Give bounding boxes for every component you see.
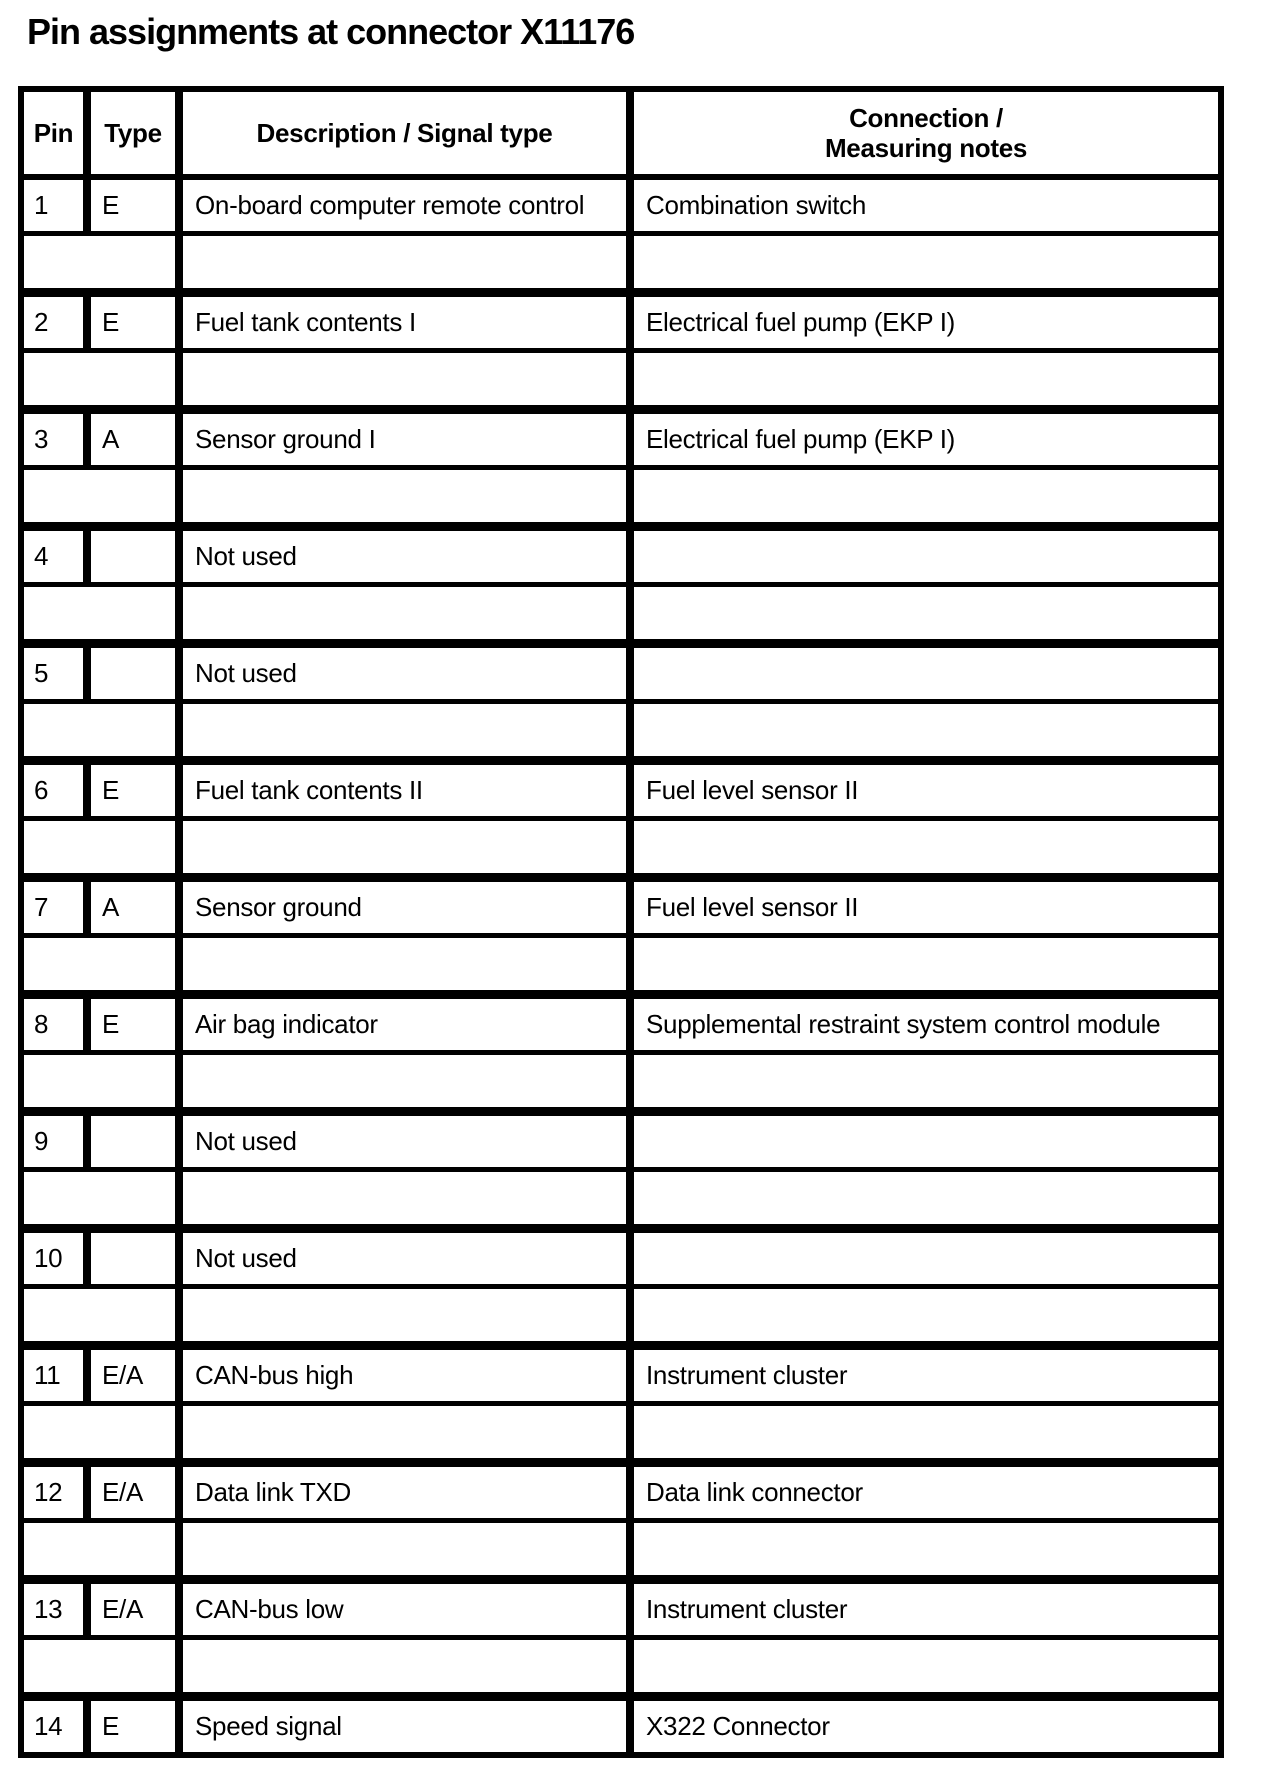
pin-cell: 12 xyxy=(24,1467,91,1518)
spacer-connection-cell xyxy=(634,1172,1218,1224)
connection-cell: Fuel level sensor II xyxy=(646,775,859,805)
pin-cell: 4 xyxy=(24,531,91,582)
header-type: Type xyxy=(91,92,183,174)
type-cell: E xyxy=(91,297,183,348)
spacer-connection-cell xyxy=(634,1640,1218,1692)
table-row xyxy=(24,765,1218,821)
connection-cell: Electrical fuel pump (EKP I) xyxy=(646,424,956,454)
spacer-description-cell xyxy=(183,821,634,873)
pin-cell: 13 xyxy=(24,1584,91,1635)
spacer-description-cell xyxy=(183,470,634,522)
spacer-description-cell xyxy=(183,704,634,756)
table-row xyxy=(24,1467,1218,1523)
spacer-row xyxy=(24,938,1218,990)
type-cell: E xyxy=(91,765,183,816)
pin-group-1 xyxy=(24,180,1218,297)
spacer-description-cell xyxy=(183,938,634,990)
description-cell: On-board computer remote control xyxy=(183,180,634,231)
table-row xyxy=(24,297,1218,353)
header-connection xyxy=(634,92,1218,174)
pin-cell: 6 xyxy=(24,765,91,816)
type-cell: E xyxy=(91,1701,183,1752)
description-cell: Not used xyxy=(183,1233,634,1284)
spacer-row xyxy=(24,1289,1218,1341)
spacer-connection-cell xyxy=(634,1055,1218,1107)
connection-cell: Instrument cluster xyxy=(646,1594,848,1624)
spacer-row xyxy=(24,1640,1218,1692)
spacer-pintype-cell xyxy=(24,1406,183,1458)
spacer-pintype-cell xyxy=(24,704,183,756)
pin-group-13 xyxy=(24,1584,1218,1701)
type-cell: E/A xyxy=(91,1584,183,1635)
spacer-pintype-cell xyxy=(24,353,183,405)
table-row xyxy=(24,999,1218,1055)
type-cell: A xyxy=(91,414,183,465)
spacer-row xyxy=(24,1055,1218,1107)
header-connection-line1: Connection / xyxy=(849,103,1003,133)
pin-cell: 1 xyxy=(24,180,91,231)
description-cell: CAN-bus low xyxy=(183,1584,634,1635)
spacer-row xyxy=(24,587,1218,639)
description-cell: Not used xyxy=(183,531,634,582)
pin-cell: 5 xyxy=(24,648,91,699)
connection-cell xyxy=(634,531,1218,582)
type-cell: E/A xyxy=(91,1350,183,1401)
table-row xyxy=(24,1350,1218,1406)
pin-group-14 xyxy=(24,1701,1218,1752)
connection-cell: Data link connector xyxy=(646,1477,863,1507)
connection-cell: Electrical fuel pump (EKP I) xyxy=(646,307,956,337)
description-cell: Data link TXD xyxy=(183,1467,634,1518)
table-row xyxy=(24,1233,1218,1289)
table-row xyxy=(24,531,1218,587)
description-cell: Not used xyxy=(183,648,634,699)
spacer-description-cell xyxy=(183,587,634,639)
spacer-description-cell xyxy=(183,1406,634,1458)
table-row xyxy=(24,414,1218,470)
spacer-connection-cell xyxy=(634,1289,1218,1341)
spacer-description-cell xyxy=(183,1289,634,1341)
pin-cell: 3 xyxy=(24,414,91,465)
spacer-connection-cell xyxy=(634,470,1218,522)
connection-cell: Instrument cluster xyxy=(646,1360,848,1390)
description-cell: Speed signal xyxy=(183,1701,634,1752)
spacer-description-cell xyxy=(183,1172,634,1224)
spacer-pintype-cell xyxy=(24,1289,183,1341)
spacer-row xyxy=(24,470,1218,522)
table-header-row xyxy=(24,92,1218,180)
pin-group-11 xyxy=(24,1350,1218,1467)
description-cell: Sensor ground xyxy=(183,882,634,933)
pin-cell: 8 xyxy=(24,999,91,1050)
spacer-description-cell xyxy=(183,1055,634,1107)
type-cell: E xyxy=(91,180,183,231)
pin-cell: 10 xyxy=(24,1233,91,1284)
spacer-connection-cell xyxy=(634,587,1218,639)
type-cell: A xyxy=(91,882,183,933)
spacer-row xyxy=(24,1406,1218,1458)
table-row xyxy=(24,1701,1218,1752)
description-cell: Fuel tank contents II xyxy=(183,765,634,816)
spacer-connection-cell xyxy=(634,704,1218,756)
spacer-connection-cell xyxy=(634,1523,1218,1575)
pin-group-10 xyxy=(24,1233,1218,1350)
table-row xyxy=(24,648,1218,704)
spacer-pintype-cell xyxy=(24,1172,183,1224)
type-cell xyxy=(91,648,183,699)
spacer-row xyxy=(24,353,1218,405)
pin-assignment-table xyxy=(18,86,1224,1758)
spacer-pintype-cell xyxy=(24,1523,183,1575)
connection-cell: Combination switch xyxy=(646,190,867,220)
pin-group-7 xyxy=(24,882,1218,999)
spacer-pintype-cell xyxy=(24,821,183,873)
table-row xyxy=(24,180,1218,236)
spacer-description-cell xyxy=(183,1523,634,1575)
connection-cell: Fuel level sensor II xyxy=(646,892,859,922)
spacer-connection-cell xyxy=(634,1406,1218,1458)
description-cell: CAN-bus high xyxy=(183,1350,634,1401)
description-cell: Not used xyxy=(183,1116,634,1167)
connection-cell xyxy=(634,648,1218,699)
spacer-row xyxy=(24,1172,1218,1224)
description-cell: Air bag indicator xyxy=(183,999,634,1050)
pin-cell: 9 xyxy=(24,1116,91,1167)
spacer-connection-cell xyxy=(634,353,1218,405)
connection-cell: X322 Connector xyxy=(646,1711,830,1741)
spacer-pintype-cell xyxy=(24,1055,183,1107)
spacer-description-cell xyxy=(183,353,634,405)
spacer-row xyxy=(24,236,1218,288)
spacer-description-cell xyxy=(183,1640,634,1692)
pin-group-2 xyxy=(24,297,1218,414)
spacer-pintype-cell xyxy=(24,938,183,990)
type-cell xyxy=(91,1233,183,1284)
table-row xyxy=(24,1584,1218,1640)
table-row xyxy=(24,1116,1218,1172)
spacer-pintype-cell xyxy=(24,587,183,639)
header-description: Description / Signal type xyxy=(183,92,634,174)
pin-cell: 2 xyxy=(24,297,91,348)
spacer-connection-cell xyxy=(634,938,1218,990)
description-cell: Sensor ground I xyxy=(183,414,634,465)
type-cell: E xyxy=(91,999,183,1050)
type-cell xyxy=(91,531,183,582)
spacer-connection-cell xyxy=(634,821,1218,873)
spacer-pintype-cell xyxy=(24,1640,183,1692)
pin-cell: 14 xyxy=(24,1701,91,1752)
header-pin: Pin xyxy=(24,92,91,174)
spacer-description-cell xyxy=(183,236,634,288)
spacer-pintype-cell xyxy=(24,470,183,522)
type-cell: E/A xyxy=(91,1467,183,1518)
page-title: Pin assignments at connector X11176 xyxy=(27,11,635,52)
description-cell: Fuel tank contents I xyxy=(183,297,634,348)
pin-group-4 xyxy=(24,531,1218,648)
pin-group-12 xyxy=(24,1467,1218,1584)
type-cell xyxy=(91,1116,183,1167)
table-row xyxy=(24,882,1218,938)
pin-cell: 7 xyxy=(24,882,91,933)
pin-group-8 xyxy=(24,999,1218,1116)
spacer-row xyxy=(24,704,1218,756)
header-connection-line2: Measuring notes xyxy=(824,133,1028,163)
spacer-connection-cell xyxy=(634,236,1218,288)
pin-group-3 xyxy=(24,414,1218,531)
header-connection-lines xyxy=(825,103,1027,163)
connection-cell xyxy=(634,1233,1218,1284)
spacer-row xyxy=(24,821,1218,873)
pin-cell: 11 xyxy=(24,1350,91,1401)
pin-group-5 xyxy=(24,648,1218,765)
pin-group-9 xyxy=(24,1116,1218,1233)
pin-group-6 xyxy=(24,765,1218,882)
spacer-pintype-cell xyxy=(24,236,183,288)
connection-cell xyxy=(634,1116,1218,1167)
connection-cell: Supplemental restraint system control module xyxy=(646,1009,1161,1039)
spacer-row xyxy=(24,1523,1218,1575)
